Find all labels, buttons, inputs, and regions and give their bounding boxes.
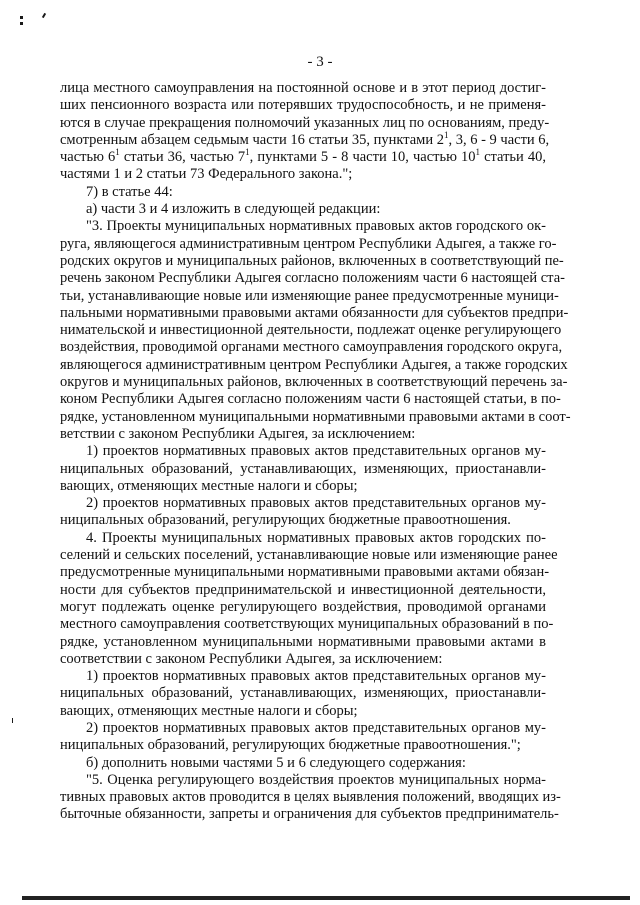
- text-line: [60, 755, 546, 772]
- text-run: руга, являющегося административным центром Республики Адыгея, а также го-: [60, 235, 557, 252]
- text-line: [60, 356, 568, 374]
- superscript: 1: [115, 147, 120, 158]
- scan-mark: [20, 16, 23, 19]
- scan-border: [22, 896, 630, 900]
- text-run: тьи, устанавливающие новые или изменяющие ранее предусмотренные муници-: [60, 287, 559, 304]
- text-run: "3. Проекты муниципальных нормативных правовых актов городского ок-: [86, 218, 546, 235]
- text-line: [60, 703, 546, 720]
- text-line: [60, 339, 563, 356]
- text-line: [60, 720, 546, 737]
- text-run: ниципальных образований, регулирующих бюджетные правоотношения.";: [60, 737, 521, 754]
- text-line: [60, 564, 550, 581]
- text-line: [60, 461, 546, 478]
- text-run: быточные обязанности, запреты и ограничения для субъектов предприниматель-: [60, 806, 559, 823]
- text-run: ниципальных образований, регулирующих бюджетные правоотношения.: [60, 512, 511, 529]
- text-line: [60, 530, 546, 547]
- text-line: [60, 201, 546, 218]
- text-run: могут подлежать оценке регулирующего воздействия, проводимой органами: [60, 598, 546, 615]
- text-run: предусмотренные муниципальными нормативными правовыми актами обязан-: [60, 564, 550, 581]
- text-run: 2) проектов нормативных правовых актов представительных органов му-: [86, 495, 546, 512]
- text-run: селений и сельских поселений, устанавливающие новые или изменяющие ранее: [60, 547, 558, 564]
- text-run: 2) проектов нормативных правовых актов представительных органов му-: [86, 719, 546, 736]
- scan-mark: [12, 718, 13, 723]
- text-line: [60, 235, 557, 253]
- text-run: воздействия, проводимой органами местного самоуправления городского округа,: [60, 339, 563, 356]
- text-line: [60, 634, 546, 651]
- text-run: б) дополнить новыми частями 5 и 6 следующего содержания:: [86, 754, 466, 771]
- text-run: ности для субъектов предпринимательской и инвестиционной деятельности,: [60, 581, 546, 598]
- text-line: [60, 166, 546, 183]
- superscript: 1: [245, 147, 250, 158]
- text-line: [60, 184, 546, 201]
- text-line: [60, 685, 546, 702]
- text-line: [60, 772, 546, 789]
- text-run: местного самоуправления соответствующих муниципальных образований в по-: [60, 616, 554, 633]
- text-line: [60, 408, 571, 426]
- text-line: [60, 668, 546, 685]
- text-run: рядке, установленном муниципальными нормативными правовыми актами в соот-: [60, 408, 571, 425]
- text-line: [60, 495, 546, 512]
- text-line: [60, 512, 546, 529]
- text-run: ветствии с законом Республики Адыгея, за исключением:: [60, 425, 416, 442]
- superscript: 1: [475, 147, 481, 158]
- text-run: коном Республики Адыгея согласно положениям части 6 настоящей статьи, в по-: [60, 391, 561, 408]
- text-run: родских округов и муниципальных районов, включенных в соответствующий пе-: [60, 252, 564, 269]
- text-run: 1) проектов нормативных правовых актов представительных органов му-: [86, 443, 546, 460]
- text-line: [60, 616, 554, 633]
- text-run: статьи 40,: [480, 149, 547, 166]
- text-line: [60, 97, 546, 114]
- text-run: тивных правовых актов проводится в целях выявления положений, вводящих из-: [60, 789, 561, 806]
- text-run: вающих, отменяющих местные налоги и сборы;: [60, 702, 358, 719]
- text-line: [60, 80, 546, 97]
- text-run: ются в случае прекращения полномочий указанных лиц по основаниям, преду-: [60, 114, 550, 131]
- text-run: рядке, установленном муниципальными нормативными правовыми актами в: [60, 633, 546, 650]
- text-line: [60, 443, 546, 460]
- text-line: [60, 391, 561, 408]
- text-run: ших пенсионного возраста или потерявших трудоспособность, и не применя-: [60, 97, 546, 114]
- text-run: лица местного самоуправления на постоянной основе и в этот период достиг-: [60, 80, 546, 96]
- text-run: смотренным абзацем седьмым части 16 статьи 35, пунктами 2: [60, 131, 444, 148]
- text-line: [60, 789, 561, 806]
- text-line: [60, 651, 546, 668]
- page-number: - 3 -: [307, 54, 333, 70]
- text-run: соответствии с законом Республики Адыгея, за исключением:: [60, 650, 443, 667]
- text-line: [60, 737, 546, 754]
- text-run: нимательской и инвестиционной деятельности, подлежат оценке регулирующего: [60, 322, 562, 339]
- text-line: [60, 149, 546, 166]
- document-body: [60, 80, 571, 824]
- text-line: [60, 270, 565, 287]
- text-run: , пунктами 5 - 8 части 10, частью 10: [249, 149, 476, 166]
- superscript: 1: [443, 129, 449, 140]
- text-line: [60, 114, 550, 132]
- text-line: [60, 582, 546, 599]
- text-run: частями 1 и 2 статьи 73 Федерального закона.";: [60, 166, 353, 183]
- text-line: [60, 252, 564, 270]
- text-run: округов и муниципальных районов, включенных в соответствующий перечень за-: [60, 374, 568, 391]
- text-line: [60, 478, 546, 495]
- text-run: 4. Проекты муниципальных нормативных правовых актов городских по-: [86, 529, 546, 546]
- text-run: статьи 36, частью 7: [119, 149, 246, 166]
- text-run: пальными нормативными правовыми актами обязанности для субъектов предпри-: [60, 304, 569, 321]
- text-line: [60, 129, 550, 149]
- text-line: [60, 322, 562, 339]
- text-run: ниципальных образований, устанавливающих, изменяющих, приостанавли-: [60, 460, 546, 477]
- text-run: 7) в статье 44:: [86, 183, 173, 200]
- scan-mark: [20, 22, 23, 25]
- text-run: речень законом Республики Адыгея согласно положениям части 6 настоящей ста-: [60, 270, 565, 287]
- text-run: являющегося административным центром Республики Адыгея, а также городских: [60, 356, 568, 373]
- text-run: частью 6: [60, 149, 116, 166]
- text-line: [60, 426, 546, 443]
- text-run: , 3, 6 - 9 части 6,: [448, 131, 550, 148]
- text-line: [60, 599, 546, 616]
- text-run: 1) проектов нормативных правовых актов представительных органов му-: [86, 668, 546, 685]
- text-line: [60, 218, 546, 235]
- text-line: [60, 547, 558, 564]
- text-run: вающих, отменяющих местные налоги и сборы;: [60, 477, 358, 494]
- text-line: [60, 374, 568, 391]
- text-run: а) части 3 и 4 изложить в следующей редакции:: [86, 201, 381, 218]
- text-run: ниципальных образований, устанавливающих, изменяющих, приостанавли-: [60, 685, 546, 702]
- scan-mark: [42, 13, 46, 18]
- text-line: [60, 287, 559, 305]
- text-line: [60, 806, 559, 823]
- text-run: "5. Оценка регулирующего воздействия проектов муниципальных норма-: [86, 771, 546, 788]
- text-line: [60, 304, 569, 322]
